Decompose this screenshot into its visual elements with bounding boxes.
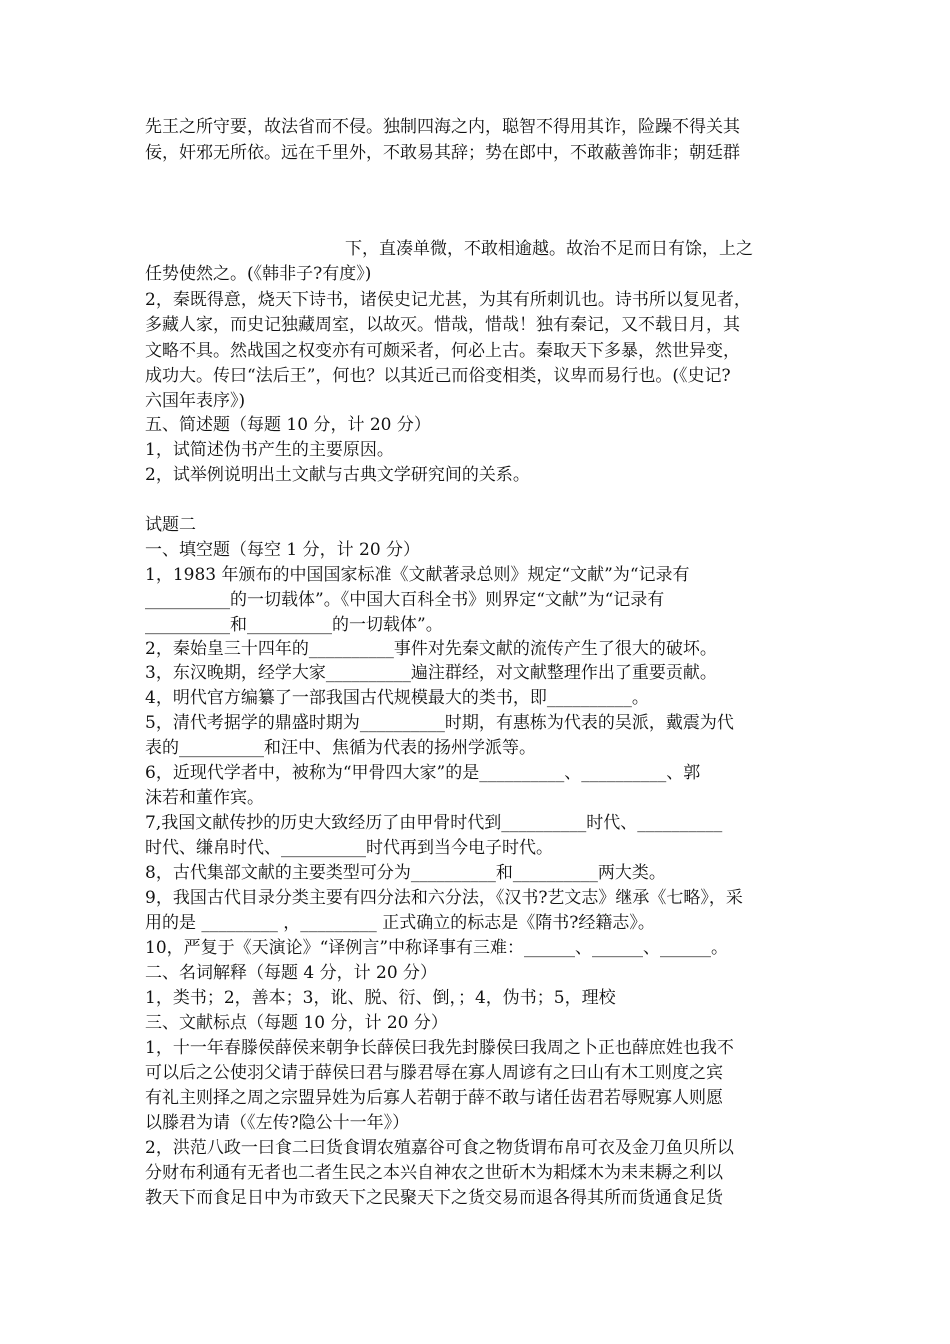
section-heading: 一、填空题（每空 1 分，计 20 分） bbox=[145, 540, 421, 560]
question-item: 有礼主则择之周之宗盟异姓为后寡人若朝于薛不敢与诸任齿君若辱贶寡人则愿 bbox=[145, 1088, 723, 1108]
question-item: 5，清代考据学的鼎盛时期为__________时期，有惠栋为代表的吴派，戴震为代 bbox=[145, 713, 734, 733]
section-heading: 五、简述题（每题 10 分，计 20 分） bbox=[145, 415, 431, 435]
text-line: 文略不具。然战国之权变亦有可颇采者，何必上古。秦取天下多暴，然世异变， bbox=[145, 341, 740, 361]
question-item: 2，洪范八政一曰食二曰货食谓农殖嘉谷可食之物货谓布帛可衣及金刀鱼贝所以 bbox=[145, 1138, 734, 1158]
question-item: 可以后之公使羽父请于薛侯曰君与滕君辱在寡人周谚有之曰山有木工则度之宾 bbox=[145, 1063, 723, 1083]
question-item: __________的一切载体”。《中国大百科全书》则界定“文献”为“记录有 bbox=[145, 590, 665, 610]
question-item: 8，古代集部文献的主要类型可分为__________和__________两大类。 bbox=[145, 863, 666, 883]
text-line: 六国年表序》) bbox=[145, 391, 246, 411]
question-item: 分财布利通有无者也二者生民之本兴自神农之世斫木为耜煣木为耒耒耨之利以 bbox=[145, 1163, 723, 1183]
question-item: 沫若和董作宾。 bbox=[145, 788, 264, 808]
question-item: 用的是 _________ ，_________ 正式确立的标志是《隋书?经籍志》。 bbox=[145, 913, 655, 933]
text-line: 佞，奸邪无所依。远在千里外，不敢易其辞；势在郎中，不敢蔽善饰非；朝廷群 bbox=[145, 143, 740, 163]
question-item: 教天下而食足日中为市致天下之民聚天下之货交易而退各得其所而货通食足货 bbox=[145, 1188, 723, 1208]
section-heading: 二、名词解释（每题 4 分，计 20 分） bbox=[145, 963, 438, 983]
question-item: 7,我国文献传抄的历史大致经历了由甲骨时代到__________时代、__________ bbox=[145, 813, 723, 833]
text-line: 成功大。传曰“法后王”，何也？以其近己而俗变相类，议卑而易行也。(《史记? bbox=[145, 366, 731, 386]
question-item: 9，我国古代目录分类主要有四分法和六分法，《汉书?艺文志》继承《七略》，采 bbox=[145, 888, 743, 908]
question-item: 以滕君为请（《左传?隐公十一年》） bbox=[145, 1113, 410, 1133]
question-item: 3，东汉晚期，经学大家__________遍注群经，对文献整理作出了重要贡献。 bbox=[145, 663, 717, 683]
text-line: 先王之所守要，故法省而不侵。独制四海之内，聪智不得用其诈，险躁不得关其 bbox=[145, 117, 740, 137]
question-item: 6，近现代学者中，被称为“甲骨四大家”的是__________、__________、郭 bbox=[145, 763, 701, 783]
question-item: 4，明代官方编纂了一部我国古代规模最大的类书，即__________。 bbox=[145, 688, 649, 708]
question-item: 1，类书；2，善本；3，讹、脱、衍、倒，；4，伪书；5，理校 bbox=[145, 988, 616, 1008]
question-item: 10，严复于《天演论》“译例言”中称译事有三难：______、______、______。 bbox=[145, 938, 729, 958]
question-item: 1，1983 年颁布的中国国家标准《文献著录总则》规定“文献”为“记录有 bbox=[145, 565, 690, 585]
question-item: 1，试简述伪书产生的主要原因。 bbox=[145, 440, 394, 460]
question-item: __________和__________的一切载体”。 bbox=[145, 615, 443, 635]
exam-title: 试题二 bbox=[145, 515, 196, 535]
text-line: 下，直凑单微，不敢相逾越。故治不足而日有馀，上之 bbox=[345, 239, 753, 259]
question-item: 2，秦始皇三十四年的__________事件对先秦文献的流传产生了很大的破坏。 bbox=[145, 639, 717, 659]
question-item: 2，试举例说明出土文献与古典文学研究间的关系。 bbox=[145, 465, 530, 485]
question-item: 时代、缣帛时代、__________时代再到当今电子时代。 bbox=[145, 838, 553, 858]
question-item: 表的__________和汪中、焦循为代表的扬州学派等。 bbox=[145, 738, 536, 758]
text-line: 2，秦既得意，烧天下诗书，诸侯史记尤甚，为其有所刺讥也。诗书所以复见者， bbox=[145, 290, 751, 310]
question-item: 1，十一年春滕侯薛侯来朝争长薛侯曰我先封滕侯曰我周之卜正也薛庶姓也我不 bbox=[145, 1038, 734, 1058]
text-line: 任势使然之。(《韩非子?有度》) bbox=[145, 264, 372, 284]
text-line: 多藏人家，而史记独藏周室，以故灭。惜哉，惜哉！独有秦记，又不载日月，其 bbox=[145, 315, 740, 335]
section-heading: 三、文献标点（每题 10 分，计 20 分） bbox=[145, 1013, 448, 1033]
